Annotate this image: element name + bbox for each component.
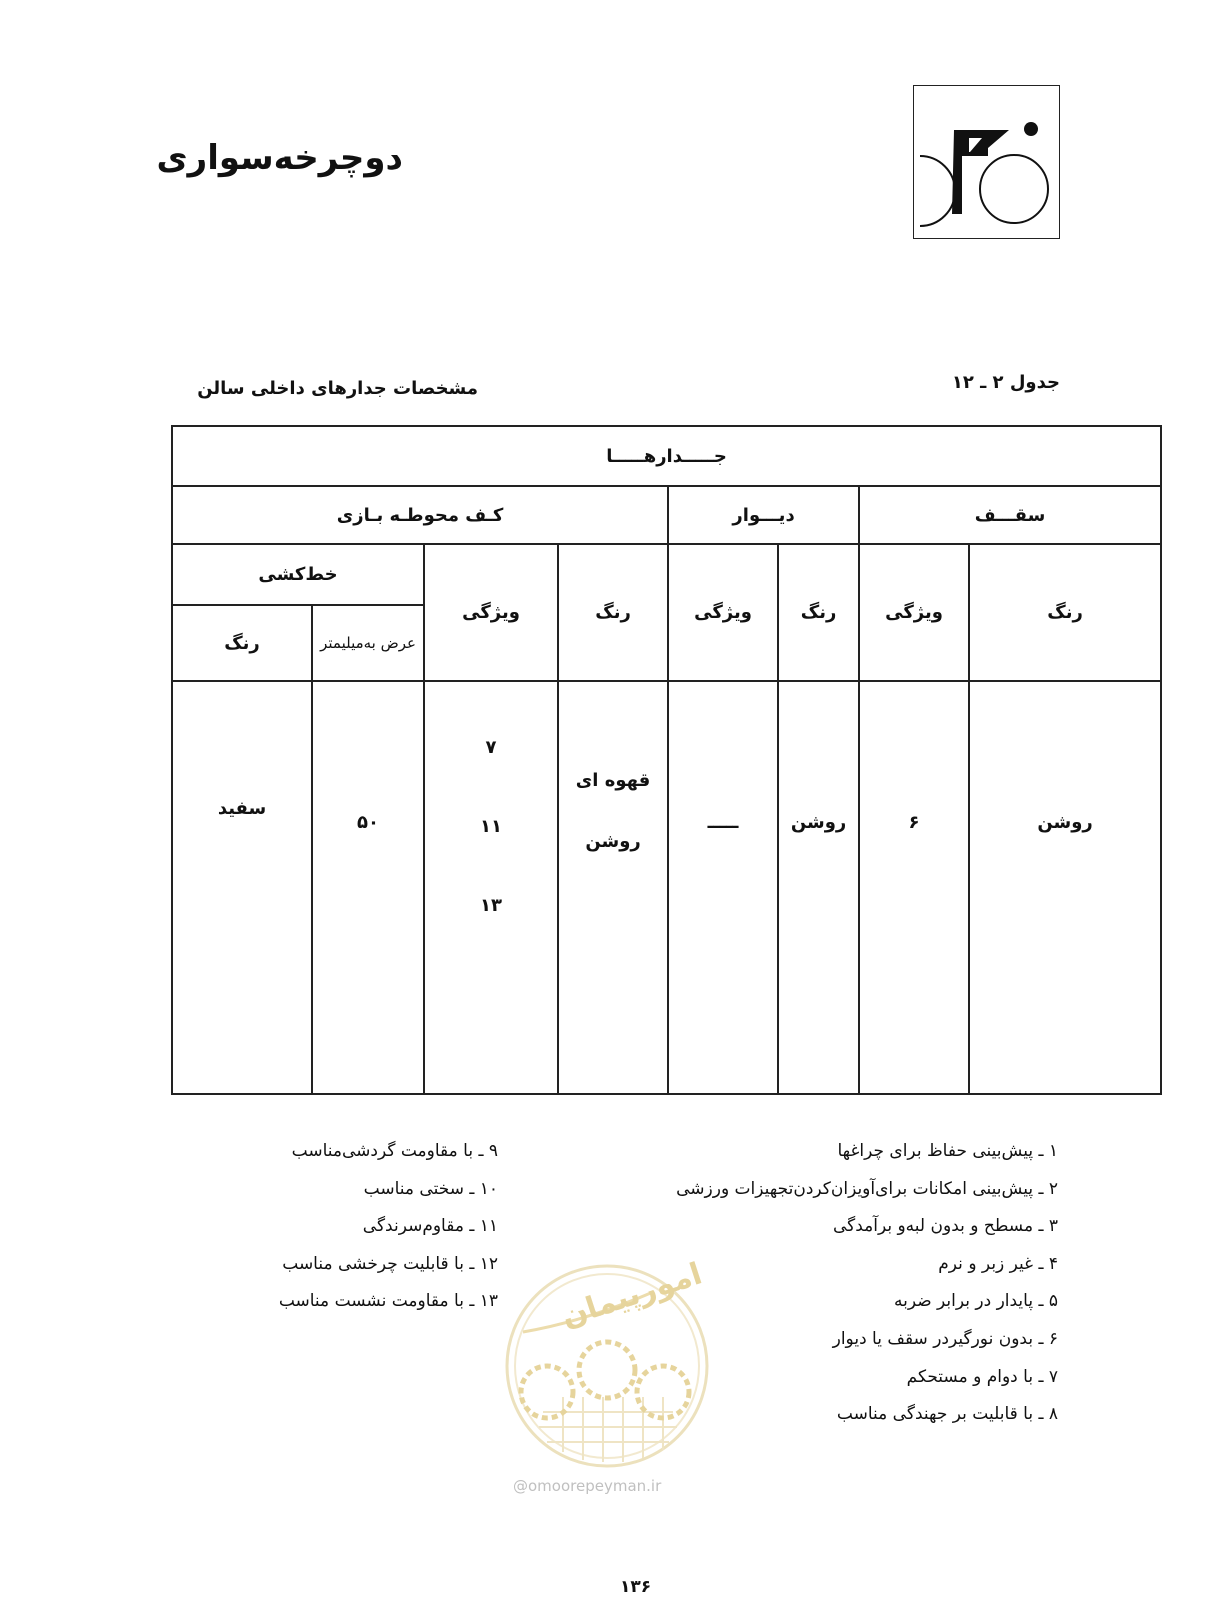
legend-item: ۱۲ ـ با قابلیت چرخشی مناسب bbox=[282, 1253, 498, 1274]
col-floor-feature: ویژگی bbox=[424, 544, 558, 681]
legend-item: ۷ ـ با دوام و مستحکم bbox=[906, 1366, 1058, 1387]
group-header: جـــــدارهـــــا bbox=[172, 426, 1161, 486]
cell-ceiling-feature: ۶ bbox=[859, 681, 969, 1094]
legend-item: ۳ ـ مسطح و بدون لبه‌و برآمدگی bbox=[832, 1216, 1058, 1237]
col-ceiling-color: رنگ bbox=[969, 544, 1161, 681]
cyclist-pictogram-icon bbox=[913, 85, 1060, 239]
legend-left-column bbox=[279, 1133, 498, 1321]
col-line-width: عرض بەمیلیمتر bbox=[312, 605, 424, 681]
table-caption: مشخصات جدارهای داخلی سالن bbox=[197, 378, 478, 399]
legend-right-column bbox=[676, 1133, 1058, 1434]
section-wall: دیـــوار bbox=[668, 486, 859, 544]
legend-item: ۲ ـ پیش‌بینی امکانات برای‌آویزان‌کردن‌تجهیزات ورزشی bbox=[676, 1178, 1058, 1199]
page-number: ۱۳۶ bbox=[620, 1577, 652, 1597]
floor-feature-item: ۱۳ bbox=[480, 895, 503, 916]
table-number: جدول ۲ ـ ۱۲ bbox=[951, 372, 1060, 393]
floor-color-line: قهوه ای bbox=[575, 770, 651, 791]
legend-item: ۹ ـ با مقاومت گردشی‌مناسب bbox=[291, 1141, 498, 1161]
watermark-stamp-icon bbox=[503, 1256, 711, 1470]
section-ceiling: سقـــف bbox=[859, 486, 1161, 544]
section-play-floor: کـف محوطـه بـازی bbox=[172, 486, 668, 544]
legend-item: ۱۳ ـ با مقاومت نشست مناسب bbox=[278, 1291, 498, 1312]
floor-feature-item: ۱۱ bbox=[480, 816, 503, 837]
floor-feature-item: ۷ bbox=[485, 737, 497, 758]
legend-item: ۸ ـ با قابلیت بر جهندگی مناسب bbox=[836, 1404, 1058, 1425]
legend-item: ۱۱ ـ مقاوم‌سرندگی bbox=[362, 1216, 498, 1237]
col-floor-color: رنگ bbox=[558, 544, 668, 681]
col-wall-color: رنگ bbox=[778, 544, 859, 681]
legend-item: ۶ ـ بدون نورگیردر سقف یا دیوار bbox=[832, 1328, 1058, 1349]
watermark-website: @omoorepeyman.ir bbox=[513, 1477, 662, 1495]
col-ceiling-feature: ویژگی bbox=[859, 544, 969, 681]
legend-item: ۵ ـ پایدار در برابر ضربه bbox=[893, 1291, 1058, 1312]
col-line-marking: خط‌کشی bbox=[172, 544, 424, 605]
cell-wall-color: روشن bbox=[778, 681, 859, 1094]
floor-color-line: روشن bbox=[585, 831, 641, 852]
stamp-text: امورپیمان bbox=[557, 1256, 707, 1335]
cell-floor-color bbox=[558, 681, 668, 1094]
cell-ceiling-color: روشن bbox=[969, 681, 1161, 1094]
legend-item: ۴ ـ غیر زبر و نرم bbox=[938, 1253, 1058, 1274]
legend-item: ۱ ـ پیش‌بینی حفاظ برای چراغها bbox=[837, 1141, 1058, 1161]
cell-wall-feature: ـــــ bbox=[668, 681, 778, 1094]
page-title: دوچرخه‌سواری bbox=[156, 138, 403, 178]
col-line-color: رنگ bbox=[172, 605, 312, 681]
wall-specs-table bbox=[171, 425, 1162, 1095]
legend-item: ۱۰ ـ سختی مناسب bbox=[363, 1178, 498, 1199]
cell-floor-feature bbox=[424, 681, 558, 1094]
col-wall-feature: ویژگی bbox=[668, 544, 778, 681]
cell-line-color: سفید bbox=[172, 681, 312, 1094]
cell-line-width: ۵۰ bbox=[312, 681, 424, 1094]
